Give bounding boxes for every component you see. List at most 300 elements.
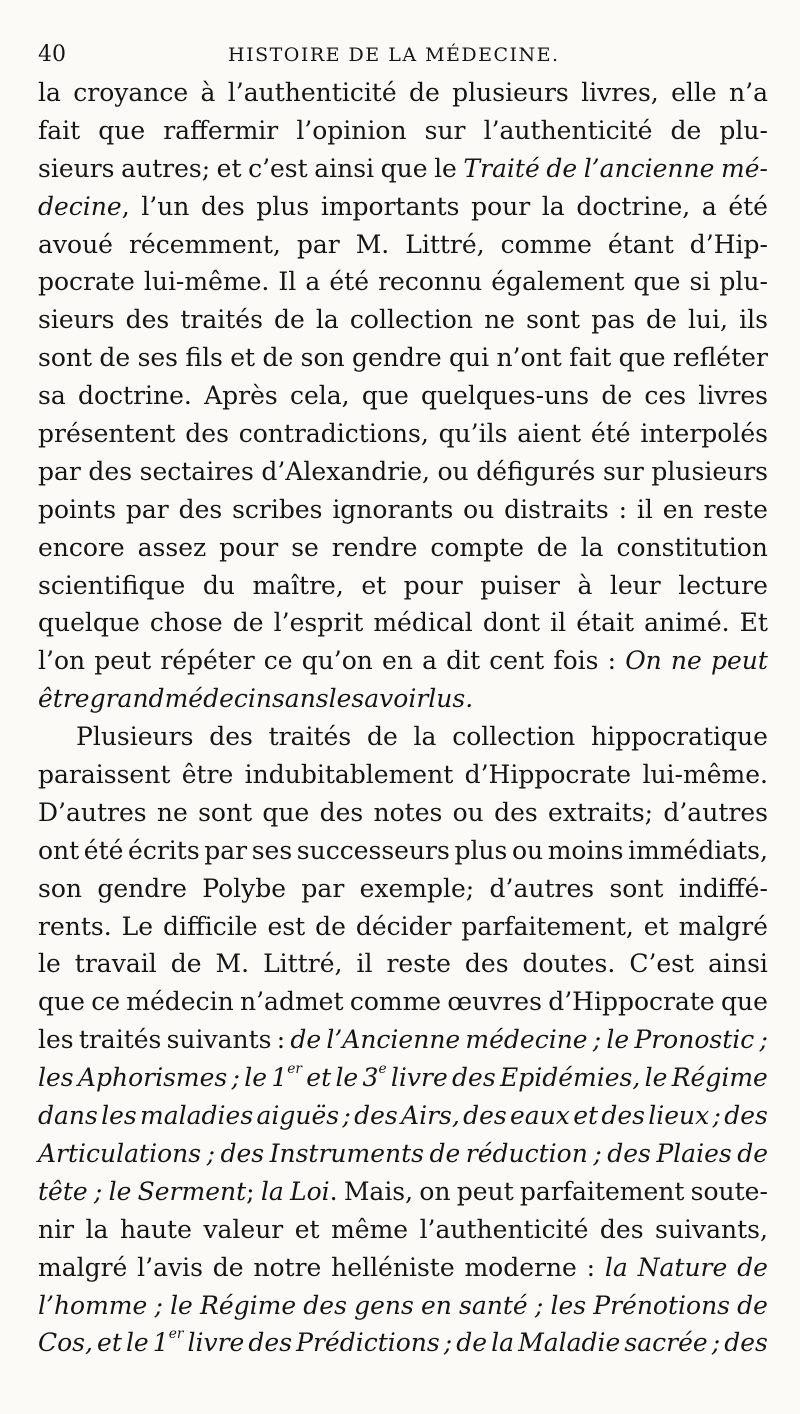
word (331, 1211, 408, 1249)
word (200, 1287, 296, 1325)
word (504, 491, 609, 529)
word (587, 1249, 595, 1287)
italic-text: Loi (289, 1176, 330, 1206)
text: doutes. (522, 949, 616, 979)
word (425, 112, 466, 150)
word (663, 794, 768, 832)
word (350, 983, 441, 1021)
text: leur (609, 570, 661, 600)
word (263, 945, 342, 983)
italic-text: aiguës (256, 1101, 340, 1131)
word (38, 908, 112, 946)
text: fils (185, 343, 223, 373)
text: décider (355, 911, 452, 941)
text: c’est (248, 153, 308, 183)
word (374, 794, 443, 832)
text-line (38, 263, 768, 301)
word (361, 567, 386, 605)
italic-text: Prénotions (593, 1290, 731, 1320)
text: par (38, 456, 81, 486)
text: plusieurs (452, 78, 569, 107)
text: de (274, 305, 305, 335)
text-line (38, 226, 768, 264)
word (76, 718, 193, 756)
word (38, 1287, 147, 1325)
text: de (536, 532, 568, 562)
word (90, 680, 165, 718)
word (78, 377, 192, 415)
word (463, 1097, 507, 1135)
word (86, 1211, 109, 1249)
text: des (209, 722, 253, 752)
word (362, 377, 409, 415)
italic-text: 1 (271, 1063, 288, 1093)
word (526, 301, 580, 339)
word (581, 529, 604, 567)
word (656, 1135, 731, 1173)
text: son (300, 343, 345, 373)
text: Il (278, 267, 297, 297)
word (233, 604, 264, 642)
italic-text: Régime (671, 1063, 768, 1093)
word (344, 1173, 413, 1211)
text: été (83, 835, 124, 865)
word (500, 1059, 640, 1097)
text: ou (452, 797, 484, 827)
word (510, 1097, 570, 1135)
word (663, 491, 694, 529)
word (453, 794, 484, 832)
text: Le (121, 911, 154, 941)
italic-text: des (248, 1328, 293, 1358)
text: avoué (38, 229, 113, 259)
word (713, 1097, 721, 1135)
word (73, 74, 188, 112)
text: traités (78, 1025, 162, 1055)
text: la (580, 532, 604, 562)
word (421, 377, 589, 415)
text: : (276, 1025, 286, 1055)
text: sa (38, 381, 66, 411)
text: cela, (289, 381, 350, 411)
text: indubitablement (244, 760, 454, 790)
text: ne (484, 305, 515, 335)
text: par (125, 494, 169, 524)
italic-text: Serment (137, 1176, 247, 1206)
word (449, 339, 489, 377)
word (38, 1173, 88, 1211)
text: d’Hippocrate (548, 987, 715, 1017)
italic-text: avoir (364, 684, 429, 714)
word (642, 756, 768, 794)
text: scribes (232, 494, 323, 524)
superscript: er (168, 1326, 184, 1343)
italic-text: Maladie (518, 1328, 621, 1358)
text: ces (644, 381, 687, 411)
text: plusieurs (651, 456, 768, 486)
word (141, 188, 189, 226)
italic-text: Cos, (38, 1328, 93, 1358)
italic-text: ; (593, 1138, 602, 1168)
word (484, 301, 515, 339)
word (97, 870, 187, 908)
text: que (633, 267, 681, 297)
text: à (200, 78, 216, 107)
text: même (331, 1214, 409, 1244)
word (230, 339, 255, 377)
word (484, 112, 653, 150)
word (356, 908, 452, 946)
word (672, 1059, 768, 1097)
word (648, 1097, 709, 1135)
word (272, 680, 329, 718)
word (591, 415, 631, 453)
text: d’autres (489, 873, 595, 903)
word (712, 1324, 720, 1362)
text: été (329, 267, 369, 297)
text: nir (38, 1214, 75, 1244)
word (489, 642, 544, 680)
text: et (643, 911, 669, 941)
word (593, 1021, 601, 1059)
word (490, 870, 595, 908)
word (542, 188, 565, 226)
word (157, 794, 188, 832)
word (201, 74, 216, 112)
word (248, 1324, 292, 1362)
word (454, 832, 507, 870)
italic-text: le (644, 1063, 668, 1093)
text: haute (119, 1214, 192, 1244)
text: de (601, 381, 633, 411)
word (316, 301, 339, 339)
text: l’esprit (273, 608, 364, 638)
word (202, 870, 286, 908)
word (429, 1135, 460, 1173)
text-line (38, 567, 768, 605)
word (644, 908, 669, 946)
text-line (38, 604, 768, 642)
word (610, 567, 661, 605)
italic-text: réduction (465, 1138, 588, 1168)
italic-text: les (328, 684, 365, 714)
text: lecture (678, 570, 768, 600)
italic-text: ; (534, 1290, 544, 1320)
text: ou (511, 835, 544, 865)
text: de (670, 115, 702, 145)
text: collection (349, 305, 473, 335)
text-line (38, 908, 768, 946)
text: ; (246, 1176, 255, 1206)
text: ne (156, 797, 188, 827)
word (331, 1249, 454, 1287)
word (461, 908, 633, 946)
italic-text: sacrée (624, 1328, 708, 1358)
text: animé. (644, 608, 730, 638)
italic-text: des (220, 1138, 265, 1168)
italic-text: Prédictions (296, 1328, 440, 1358)
word (290, 1021, 321, 1059)
italic-text: ; (759, 1025, 768, 1055)
text: difficile (162, 911, 258, 941)
word (550, 1287, 586, 1325)
word (38, 112, 80, 150)
text-line (38, 491, 768, 529)
text: encore (38, 532, 125, 562)
text: moins (547, 835, 624, 865)
text: la (541, 191, 565, 221)
text: soute- (690, 1176, 768, 1206)
text: rents. (38, 911, 112, 941)
word (584, 150, 715, 188)
text: sieurs (38, 305, 115, 335)
word (354, 1097, 398, 1135)
word (419, 1173, 450, 1211)
text: les (38, 1025, 74, 1055)
word (252, 567, 343, 605)
word (638, 1249, 728, 1287)
text: écrits (128, 835, 200, 865)
italic-text: et (573, 1101, 599, 1131)
text: médecin (126, 987, 234, 1017)
text: défigurés (476, 456, 596, 486)
text: d’autres (663, 797, 768, 827)
text: Polybe (202, 873, 287, 903)
text: puiser (480, 570, 560, 600)
text-line (38, 1021, 768, 1059)
word (204, 832, 247, 870)
italic-text: de (290, 1025, 322, 1055)
text: ils (739, 305, 768, 335)
text: sur (424, 115, 466, 145)
word (367, 718, 398, 756)
word (600, 1211, 644, 1249)
italic-text: la (604, 1252, 628, 1282)
word (724, 1324, 768, 1362)
word (459, 1287, 528, 1325)
word (608, 226, 674, 264)
italic-text: Pronostic (634, 1025, 755, 1055)
word (737, 1287, 768, 1325)
italic-text: et (97, 1328, 122, 1358)
text: d’Alexandrie, (261, 456, 430, 486)
word (466, 1135, 588, 1173)
word (465, 1021, 587, 1059)
word (386, 945, 450, 983)
word (452, 74, 569, 112)
text: suivants, (655, 1214, 768, 1244)
superscript: er (287, 1061, 302, 1078)
word (38, 870, 82, 908)
italic-text: ; (231, 1063, 240, 1093)
text: des (125, 305, 170, 335)
text: reste (386, 949, 451, 979)
word (740, 604, 768, 642)
text: qui (448, 343, 490, 373)
text: a (305, 267, 321, 297)
word (409, 74, 440, 112)
text: récemment, (128, 229, 281, 259)
word (94, 642, 151, 680)
text: Plusieurs (76, 722, 194, 752)
text: plu- (719, 115, 768, 145)
word (150, 604, 223, 642)
text: peut (94, 646, 152, 676)
word (422, 642, 437, 680)
word (201, 188, 245, 226)
italic-text: l’Ancienne (326, 1025, 461, 1055)
word (232, 491, 322, 529)
word (182, 756, 234, 794)
text: de (232, 608, 264, 638)
word (303, 1287, 347, 1325)
text: par (296, 229, 340, 259)
italic-text: livre (390, 1063, 448, 1093)
italic-text: livre (187, 1328, 245, 1358)
word (120, 1211, 192, 1249)
word (719, 263, 768, 301)
text: autres; (121, 153, 211, 183)
word (480, 567, 560, 605)
word (576, 188, 690, 226)
word (295, 1211, 320, 1249)
word (678, 567, 768, 605)
italic-text: des (601, 1101, 645, 1131)
italic-text: 1 (152, 1328, 169, 1358)
text: maître, (252, 570, 344, 600)
text: pocrate (38, 267, 135, 297)
word (465, 756, 632, 794)
text: que (380, 153, 428, 183)
word (476, 453, 595, 491)
word (138, 1173, 255, 1211)
text: que (361, 381, 409, 411)
text: helléniste (331, 1252, 455, 1282)
text: constitution (616, 532, 768, 562)
text: en (382, 646, 413, 676)
text-line (38, 1324, 768, 1362)
word (447, 983, 542, 1021)
text: parfaitement, (461, 911, 634, 941)
text: , (121, 191, 130, 221)
word (129, 226, 281, 264)
word (315, 908, 346, 946)
italic-text: le (108, 1176, 132, 1206)
word (607, 1135, 651, 1173)
word (691, 1173, 768, 1211)
word (517, 415, 581, 453)
word (356, 226, 390, 264)
text: la (85, 1214, 109, 1244)
text: scientifique (38, 570, 186, 600)
italic-text: de (429, 1138, 461, 1168)
word (213, 1249, 244, 1287)
italic-text: des (724, 1101, 768, 1131)
word (606, 1021, 629, 1059)
italic-text: médecine (465, 1025, 588, 1055)
word (651, 453, 768, 491)
word (491, 1324, 514, 1362)
text-line (38, 1097, 768, 1135)
text: que (38, 987, 85, 1017)
italic-text: 3 (362, 1063, 379, 1093)
word (688, 301, 728, 339)
word (38, 1324, 93, 1362)
italic-text: les (101, 1101, 137, 1131)
word (144, 263, 270, 301)
word (38, 1097, 98, 1135)
word (262, 794, 309, 832)
text: médical (373, 608, 473, 638)
text: traités (268, 722, 352, 752)
text: sont (609, 873, 664, 903)
text: n’admet (240, 987, 344, 1017)
word (38, 794, 147, 832)
text: il (356, 949, 373, 979)
word (256, 1097, 339, 1135)
text: a (701, 191, 717, 221)
italic-text: de (737, 1290, 768, 1320)
word (301, 339, 345, 377)
word (679, 870, 768, 908)
text: le (434, 153, 457, 183)
word (546, 150, 577, 188)
text: plus (454, 835, 508, 865)
text: le (38, 949, 61, 979)
text: plus (256, 191, 310, 221)
word (270, 1135, 424, 1173)
italic-text: de (546, 153, 578, 183)
word (391, 1059, 448, 1097)
word (342, 1097, 350, 1135)
italic-text: l’ancienne (583, 153, 715, 183)
text-line (38, 188, 768, 226)
text: ignorants (332, 494, 454, 524)
text: par (204, 835, 248, 865)
word (702, 188, 717, 226)
text: la (38, 78, 61, 107)
text: la (315, 305, 339, 335)
text-line (38, 794, 768, 832)
text: pour (471, 191, 531, 221)
word (373, 604, 472, 642)
italic-text: l’homme (38, 1290, 148, 1320)
text-line (38, 112, 768, 150)
italic-text: Nature (637, 1252, 728, 1282)
word (352, 339, 442, 377)
word (625, 642, 662, 680)
word (576, 604, 634, 642)
word (573, 1097, 598, 1135)
word (535, 1287, 543, 1325)
word (634, 1021, 754, 1059)
italic-text: Articulations (38, 1138, 202, 1168)
word (38, 1021, 74, 1059)
italic-text: le (244, 1063, 268, 1093)
word (267, 908, 305, 946)
text: ainsi (708, 949, 768, 979)
italic-text: médecin (164, 684, 272, 714)
word (321, 188, 460, 226)
word (163, 112, 278, 150)
word (97, 1324, 122, 1362)
text: pas (591, 305, 635, 335)
text-line (38, 983, 768, 1021)
word (637, 491, 653, 529)
word (617, 529, 768, 567)
text: cent (489, 646, 545, 676)
text: sieurs (38, 153, 115, 183)
